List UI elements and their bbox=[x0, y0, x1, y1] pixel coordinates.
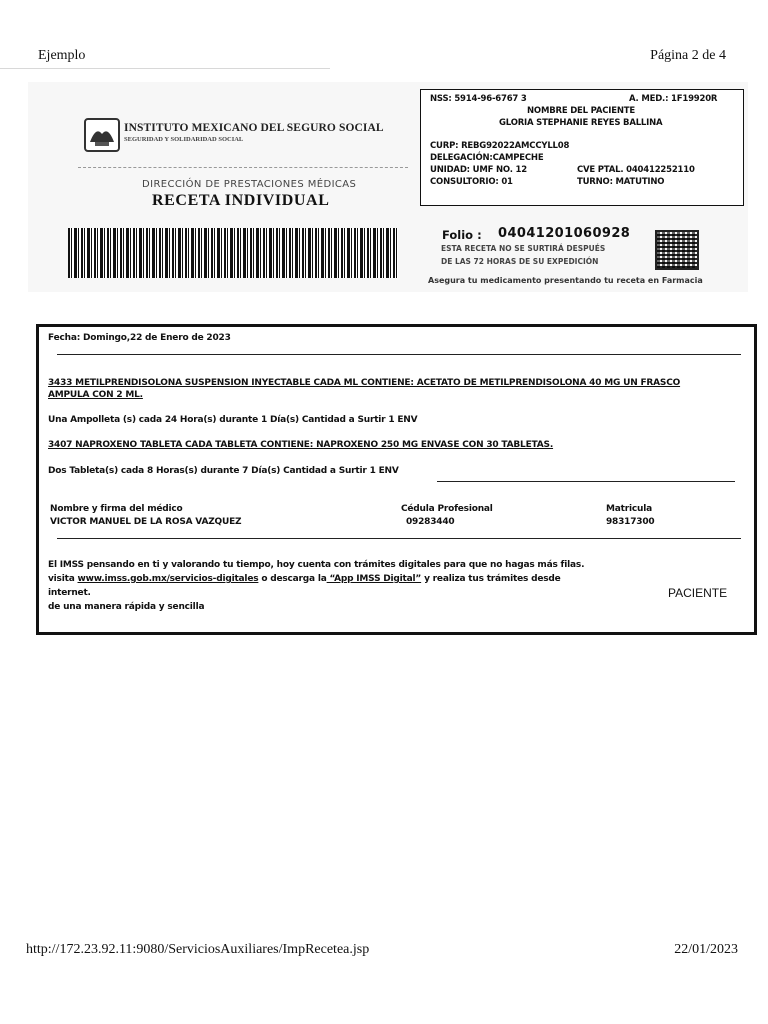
download-text: o descarga la bbox=[258, 574, 327, 584]
delegacion: DELEGACIÓN:CAMPECHE bbox=[430, 153, 544, 163]
header-divider bbox=[0, 68, 330, 69]
matricula-label: Matricula bbox=[606, 504, 652, 514]
doctor-divider bbox=[57, 538, 741, 539]
page-url: http://172.23.92.11:9080/ServiciosAuxiliares/ImpRecetea.jsp bbox=[26, 942, 370, 957]
medication-1-description: 3433 METILPRENDISOLONA SUSPENSION INYECTABLE CADA ML CONTIENE: ACETATO DE METILPRENDISOLONA 40 MG UN FRASCO bbox=[48, 378, 681, 388]
curp: CURP: REBG92022AMCCYLL08 bbox=[430, 141, 570, 151]
a-med: A. MED.: 1F19920R bbox=[629, 94, 718, 104]
qr-code bbox=[655, 230, 699, 270]
prescription-box bbox=[36, 324, 757, 635]
dosage-divider bbox=[437, 481, 735, 482]
imss-logo-icon bbox=[84, 118, 120, 152]
page-number: Página 2 de 4 bbox=[650, 48, 726, 63]
medication-2-description: 3407 NAPROXENO TABLETA CADA TABLETA CONTIENE: NAPROXENO 250 MG ENVASE CON 30 TABLETAS. bbox=[48, 440, 554, 450]
doctor-name: VICTOR MANUEL DE LA ROSA VAZQUEZ bbox=[50, 517, 242, 527]
cve-ptal: CVE PTAL. 040412252110 bbox=[577, 165, 695, 175]
matricula-value: 98317300 bbox=[606, 517, 655, 527]
medication-2-dosage: Dos Tableta(s) cada 8 Horas(s) durante 7 Día(s) Cantidad a Surtir 1 ENV bbox=[48, 466, 399, 476]
procedures-text: y realiza tus trámites desde bbox=[421, 574, 561, 584]
folio-label: Folio : bbox=[442, 228, 482, 242]
consultorio: CONSULTORIO: 01 bbox=[430, 177, 513, 187]
unidad: UNIDAD: UMF NO. 12 bbox=[430, 165, 527, 175]
barcode bbox=[68, 228, 398, 278]
digital-services-info: El IMSS pensando en ti y valorando tu tiempo, hoy cuenta con trámites digitales para que no hagas más filas. bbox=[48, 560, 585, 570]
cedula-label: Cédula Profesional bbox=[401, 504, 493, 514]
dashed-divider bbox=[78, 167, 408, 168]
eagle-emblem-icon bbox=[86, 120, 118, 150]
digital-services-closing: de una manera rápida y sencilla bbox=[48, 602, 205, 612]
patient-name: GLORIA STEPHANIE REYES BALLINA bbox=[499, 118, 663, 128]
medication-1-dosage: Una Ampolleta (s) cada 24 Hora(s) durante 1 Día(s) Cantidad a Surtir 1 ENV bbox=[48, 415, 418, 425]
visit-text: visita bbox=[48, 574, 78, 584]
page-header-label: Ejemplo bbox=[38, 48, 86, 63]
prescription-date: Fecha: Domingo,22 de Enero de 2023 bbox=[48, 333, 231, 343]
digital-services-visit bbox=[48, 574, 561, 584]
imss-app-link[interactable]: “App IMSS Digital” bbox=[326, 574, 422, 584]
turno: TURNO: MATUTINO bbox=[577, 177, 665, 187]
institution-subtitle: SEGURIDAD Y SOLIDARIDAD SOCIAL bbox=[124, 136, 244, 143]
patient-name-label: NOMBRE DEL PACIENTE bbox=[527, 106, 635, 116]
folio-expiry-note-2: DE LAS 72 HORAS DE SU EXPEDICIÓN bbox=[441, 257, 599, 266]
document-title: RECETA INDIVIDUAL bbox=[152, 192, 330, 209]
pharmacy-note: Asegura tu medicamento presentando tu receta en Farmacia bbox=[428, 276, 703, 285]
nss: NSS: 5914-96-6767 3 bbox=[430, 94, 527, 104]
department-name: DIRECCIÓN DE PRESTACIONES MÉDICAS bbox=[142, 179, 357, 190]
print-date: 22/01/2023 bbox=[674, 942, 738, 957]
patient-info-box bbox=[420, 89, 744, 206]
institution-name: INSTITUTO MEXICANO DEL SEGURO SOCIAL bbox=[124, 122, 384, 134]
cedula-value: 09283440 bbox=[406, 517, 455, 527]
doctor-label: Nombre y firma del médico bbox=[50, 504, 183, 514]
imss-services-link[interactable]: www.imss.gob.mx/servicios-digitales bbox=[77, 574, 259, 584]
copy-label: PACIENTE bbox=[668, 586, 728, 600]
date-divider bbox=[57, 354, 741, 355]
digital-services-internet: internet. bbox=[48, 588, 91, 598]
medication-1-description-cont: AMPULA CON 2 ML. bbox=[48, 390, 143, 400]
folio-expiry-note: ESTA RECETA NO SE SURTIRÁ DESPUÉS bbox=[441, 244, 606, 253]
folio-number: 04041201060928 bbox=[498, 226, 631, 241]
